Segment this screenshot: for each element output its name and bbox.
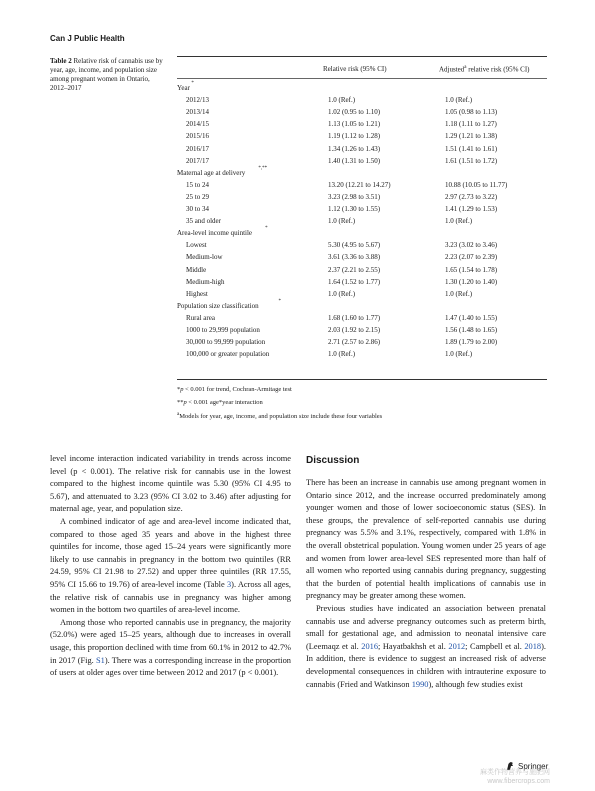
- adjusted-risk-cell: 3.23 (3.02 to 3.46): [445, 241, 498, 250]
- table-header-rule: [177, 78, 547, 79]
- relative-risk-cell: 13.20 (12.21 to 14.27): [328, 180, 391, 189]
- paragraph: There has been an increase in cannabis use among pregnant women in Ontario since 2012, and the increase occurred predominately among younger women and those of lower socioeconomic status (SES). In these groups, the prevalence of self-reported cannabis use during pregnancy was 5.5% and 3.1%, respectively, compared with 1.8% in the overall obstetrical population. Young women under 25 years of age and women from lower area-level SES represented more than half of all women who reported using cannabis during pregnancy, suggesting that the burden of potential health implications of cannabis use in pregnancy may be greater among these women.: [306, 478, 546, 601]
- row-label: Area-level income quintile: [177, 229, 253, 238]
- adjusted-risk-cell: 1.05 (0.98 to 1.13): [445, 108, 498, 117]
- citation-link[interactable]: 2016: [361, 641, 379, 651]
- relative-risk-cell: 1.0 (Ref.): [328, 96, 356, 105]
- relative-risk-cell: 1.68 (1.60 to 1.77): [328, 313, 381, 322]
- column-header-adjusted-risk: Adjusted$^a$ relative risk (95% CI): [439, 65, 530, 74]
- section-heading: Discussion: [306, 455, 360, 466]
- row-label: Maternal age at delivery: [177, 168, 246, 177]
- table-row: [177, 326, 547, 336]
- row-footnote-mark: *: [278, 298, 281, 304]
- adjusted-risk-cell: 1.47 (1.40 to 1.55): [445, 313, 498, 322]
- adjusted-risk-cell: 2.97 (2.73 to 3.22): [445, 192, 498, 201]
- table-row: [177, 181, 547, 191]
- table-caption-text: Relative risk of cannabis use by year, age, income, and population size among pregnant women in Ontario, 2012–2017: [50, 57, 163, 92]
- row-label: 15 to 24: [186, 180, 209, 189]
- table-row: [177, 108, 547, 118]
- row-label: 30 to 34: [186, 205, 209, 213]
- table-row: [177, 193, 547, 203]
- row-label: 35 and older: [186, 217, 221, 226]
- relative-risk-cell: 1.19 (1.12 to 1.28): [328, 132, 381, 141]
- footnote: **p < 0.001 age*year interaction: [177, 399, 263, 406]
- figure-link[interactable]: S1: [95, 655, 105, 665]
- adjusted-risk-cell: 1.0 (Ref.): [445, 96, 473, 105]
- citation-link[interactable]: 1990: [411, 679, 429, 689]
- table-row: [177, 350, 547, 360]
- table-bottom-rule: [177, 379, 547, 380]
- relative-risk-cell: 1.02 (0.95 to 1.10): [328, 108, 381, 117]
- adjusted-risk-cell: 1.29 (1.21 to 1.38): [445, 132, 498, 141]
- relative-risk-cell: 3.61 (3.36 to 3.88): [328, 253, 381, 262]
- adjusted-risk-cell: 1.65 (1.54 to 1.78): [445, 265, 498, 274]
- relative-risk-cell: 1.13 (1.05 to 1.21): [328, 120, 381, 129]
- adjusted-risk-cell: 1.0 (Ref.): [445, 289, 473, 298]
- row-label: 2016/17: [186, 144, 209, 153]
- table-row: [177, 241, 547, 251]
- paragraph: Among those who reported cannabis use in pregnancy, the majority (52.0%) were aged 15–25 years, although due to increases in overall usage, this proportion declined with time from 60.1% in 2012 to 42.7% in 2017 (Fig. S1). There was a corresponding increase in the proportion of users at older ages over time between 2012 and 2017 (p < 0.001).: [50, 617, 291, 678]
- adjusted-risk-cell: 1.30 (1.20 to 1.40): [445, 277, 498, 286]
- relative-risk-cell: 1.0 (Ref.): [328, 350, 356, 359]
- footnote: $^a$Models for year, age, income, and population size include these four variables: [177, 412, 383, 421]
- adjusted-risk-cell: 1.41 (1.29 to 1.53): [445, 205, 498, 213]
- table-link[interactable]: 3: [226, 579, 232, 589]
- table-row: [177, 157, 547, 167]
- citation-link[interactable]: 2018: [524, 641, 542, 651]
- row-label: 2013/14: [186, 108, 209, 117]
- relative-risk-cell: 2.03 (1.92 to 2.15): [328, 326, 381, 334]
- table-section-row: [177, 165, 547, 179]
- row-label: 1000 to 29,999 population: [186, 326, 260, 334]
- table-row: [177, 278, 547, 288]
- adjusted-risk-cell: 2.23 (2.07 to 2.39): [445, 253, 498, 262]
- table-row: [177, 205, 547, 215]
- left-column: [50, 453, 291, 680]
- row-footnote-mark: *,**: [258, 165, 268, 171]
- relative-risk-cell: 1.0 (Ref.): [328, 289, 356, 298]
- row-label: Highest: [186, 289, 208, 298]
- row-label: 2014/15: [186, 120, 209, 129]
- table-row: [177, 266, 547, 276]
- paragraph: Previous studies have indicated an association between prenatal cannabis use and adverse pregnancy outcomes such as preterm birth, small for gestational age, and admission to neonatal intensive care (Leemaqz et al. 2016; Hayatbakhsh et al. 2012; Campbell et al. 2018). In addition, there is evidence to suggest an increased risk of adverse developmental consequences in children with intrauterine exposure to cannabis (Fried and Watkinson 1990), although few studies exist: [306, 603, 546, 689]
- relative-risk-cell: 1.40 (1.31 to 1.50): [328, 156, 381, 165]
- row-label: 25 to 29: [186, 192, 209, 201]
- relative-risk-cell: 2.37 (2.21 to 2.55): [328, 265, 381, 274]
- adjusted-risk-cell: 1.18 (1.11 to 1.27): [445, 120, 497, 129]
- paragraph: A combined indicator of age and area-level income indicated that, compared to those aged 35 years and above in the highest three quintiles for income, those aged 15–24 years were significantly more likely to use cannabis in pregnancy in the bottom two quintiles (RR 24.59, 95% CI 21.98 to 27.52) and upper three quintiles (RR 17.55, 95% CI 15.66 to 19.76) of area-level income (Table 3). Across all ages, the relative risk of cannabis use in pregnancy was higher among women in the bottom two quartiles of area-level income.: [50, 516, 291, 615]
- table-row: [177, 314, 547, 324]
- row-label: 2017/17: [186, 156, 209, 165]
- row-label: Middle: [186, 265, 207, 274]
- row-label: Medium-high: [186, 277, 225, 286]
- right-column: [306, 477, 546, 691]
- citation-link[interactable]: 2012: [448, 641, 466, 651]
- publisher-name: Springer: [518, 761, 549, 771]
- relative-risk-cell: 2.71 (2.57 to 2.86): [328, 338, 381, 347]
- table-section-row: [177, 226, 547, 239]
- row-label: 2012/13: [186, 96, 209, 105]
- table-top-rule: [177, 56, 547, 57]
- table-row: [177, 132, 547, 142]
- adjusted-risk-cell: 10.88 (10.05 to 11.77): [445, 180, 508, 189]
- row-label: Population size classification: [177, 301, 259, 310]
- table-label: Table 2: [50, 57, 72, 65]
- adjusted-risk-cell: 1.61 (1.51 to 1.72): [445, 156, 498, 165]
- relative-risk-cell: 5.30 (4.95 to 5.67): [328, 241, 381, 250]
- column-header-relative-risk: Relative risk (95% CI): [323, 65, 387, 73]
- table-row: [177, 96, 547, 106]
- table-section-row: [177, 81, 547, 94]
- row-label: Medium-low: [186, 253, 223, 262]
- table-row: [177, 217, 547, 227]
- row-label: Rural area: [186, 313, 215, 322]
- table-section-row: [177, 298, 547, 312]
- paragraph: level income interaction indicated variability in trends across income level (p < 0.001). The relative risk for cannabis use in the lowest compared to the highest income quintile was 5.30 (95% CI 4.95 to 5.67), and attenuated to 3.23 (95% CI 3.02 to 3.46) after adjusting for maternal age, year, and population size.: [50, 454, 291, 514]
- row-label: Lowest: [186, 241, 207, 250]
- row-label: 30,000 to 99,999 population: [186, 338, 266, 347]
- relative-risk-cell: 1.34 (1.26 to 1.43): [328, 144, 381, 153]
- journal-header: Can J Public Health: [50, 34, 125, 43]
- footnote: *p < 0.001 for trend, Cochran-Armitage test: [177, 386, 292, 393]
- table-row: [177, 253, 547, 263]
- table-row: [177, 290, 547, 300]
- row-label: Year: [177, 84, 190, 92]
- row-footnote-mark: *: [265, 226, 268, 232]
- adjusted-risk-cell: 1.51 (1.41 to 1.61): [445, 144, 498, 153]
- adjusted-risk-cell: 1.89 (1.79 to 2.00): [445, 338, 498, 347]
- table-caption: [50, 57, 168, 93]
- adjusted-risk-cell: 1.0 (Ref.): [445, 350, 473, 359]
- table-row: [177, 338, 547, 348]
- relative-risk-cell: 1.12 (1.30 to 1.55): [328, 205, 381, 213]
- watermark: 麻类作物营养与施肥网 www.fibercrops.com: [480, 769, 550, 785]
- row-label: 2015/16: [186, 132, 209, 141]
- adjusted-risk-cell: 1.56 (1.48 to 1.65): [445, 326, 498, 334]
- relative-risk-cell: 3.23 (2.98 to 3.51): [328, 192, 381, 201]
- row-footnote-mark: *: [191, 81, 194, 86]
- adjusted-risk-cell: 1.0 (Ref.): [445, 217, 473, 226]
- row-label: 100,000 or greater population: [186, 350, 270, 359]
- table-row: [177, 120, 547, 130]
- relative-risk-cell: 1.64 (1.52 to 1.77): [328, 277, 381, 286]
- table-row: [177, 145, 547, 155]
- relative-risk-cell: 1.0 (Ref.): [328, 217, 356, 226]
